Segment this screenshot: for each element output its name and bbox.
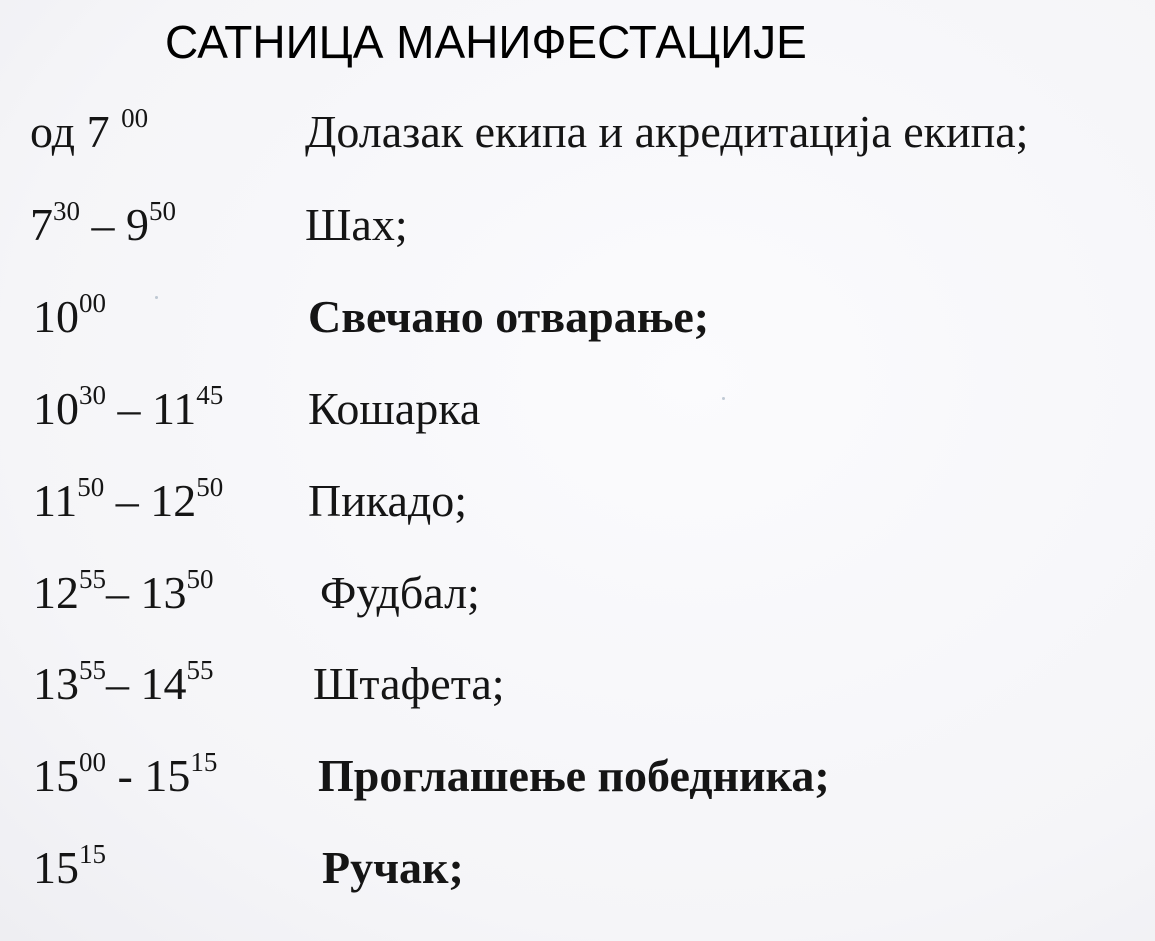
time-hours: 13 [33, 658, 79, 709]
time-minutes: 30 [79, 379, 106, 410]
schedule-time [33, 282, 106, 352]
schedule-time [33, 741, 217, 811]
schedule-row [0, 282, 1155, 352]
time-hours: од 7 [30, 106, 122, 157]
time-minutes: 50 [196, 471, 224, 502]
time-minutes: 55 [79, 563, 106, 594]
time-minutes: 00 [79, 746, 106, 777]
time-hours: 7 [30, 199, 53, 250]
schedule-row [0, 466, 1155, 536]
schedule-row [0, 190, 1155, 260]
time-minutes: 15 [190, 746, 218, 777]
schedule-event: Ручак; [322, 842, 464, 893]
scan-speck [155, 296, 158, 299]
time-minutes: 00 [121, 102, 149, 133]
schedule-row [0, 649, 1155, 719]
time-hours: 12 [33, 567, 79, 618]
time-hours: - 15 [106, 750, 191, 801]
scan-speck [722, 397, 725, 400]
schedule-time [33, 833, 106, 903]
time-hours: 10 [33, 291, 79, 342]
schedule-event: Кошарка [308, 383, 481, 434]
schedule-time [33, 466, 223, 536]
time-hours: – 11 [106, 383, 197, 434]
time-minutes: 30 [53, 195, 80, 226]
schedule-time [30, 190, 176, 260]
schedule-row [0, 833, 1155, 903]
time-minutes: 55 [186, 654, 214, 685]
time-hours: – 9 [80, 199, 149, 250]
schedule-event: Пикадо; [308, 475, 468, 526]
schedule-time [30, 97, 148, 167]
time-minutes: 00 [79, 287, 106, 318]
schedule-time [33, 374, 223, 444]
schedule-time [33, 649, 214, 719]
time-hours: 10 [33, 383, 79, 434]
schedule-row [0, 558, 1155, 628]
schedule-row [0, 97, 1155, 167]
schedule-event: Фудбал; [320, 567, 480, 618]
time-hours: – 12 [104, 475, 197, 526]
time-hours: 15 [33, 750, 79, 801]
schedule-time [33, 558, 214, 628]
schedule-event: Проглашење победника; [318, 750, 830, 801]
schedule-row [0, 741, 1155, 811]
schedule-row [0, 374, 1155, 444]
time-hours: – 13 [106, 567, 187, 618]
time-hours: 15 [33, 842, 79, 893]
schedule-event: Свечано отварање; [308, 291, 710, 342]
time-minutes: 50 [77, 471, 105, 502]
time-hours: – 14 [106, 658, 187, 709]
time-hours: 11 [33, 475, 78, 526]
schedule-event: Шах; [305, 199, 408, 250]
time-minutes: 45 [196, 379, 224, 410]
time-minutes: 15 [79, 838, 106, 869]
schedule-event: Штафета; [313, 658, 505, 709]
schedule-event: Долазак екипа и акредитација екипа; [305, 106, 1029, 157]
page-title: САТНИЦА МАНИФЕСТАЦИЈЕ [165, 16, 807, 68]
time-minutes: 50 [186, 563, 214, 594]
time-minutes: 50 [149, 195, 176, 226]
time-minutes: 55 [79, 654, 106, 685]
